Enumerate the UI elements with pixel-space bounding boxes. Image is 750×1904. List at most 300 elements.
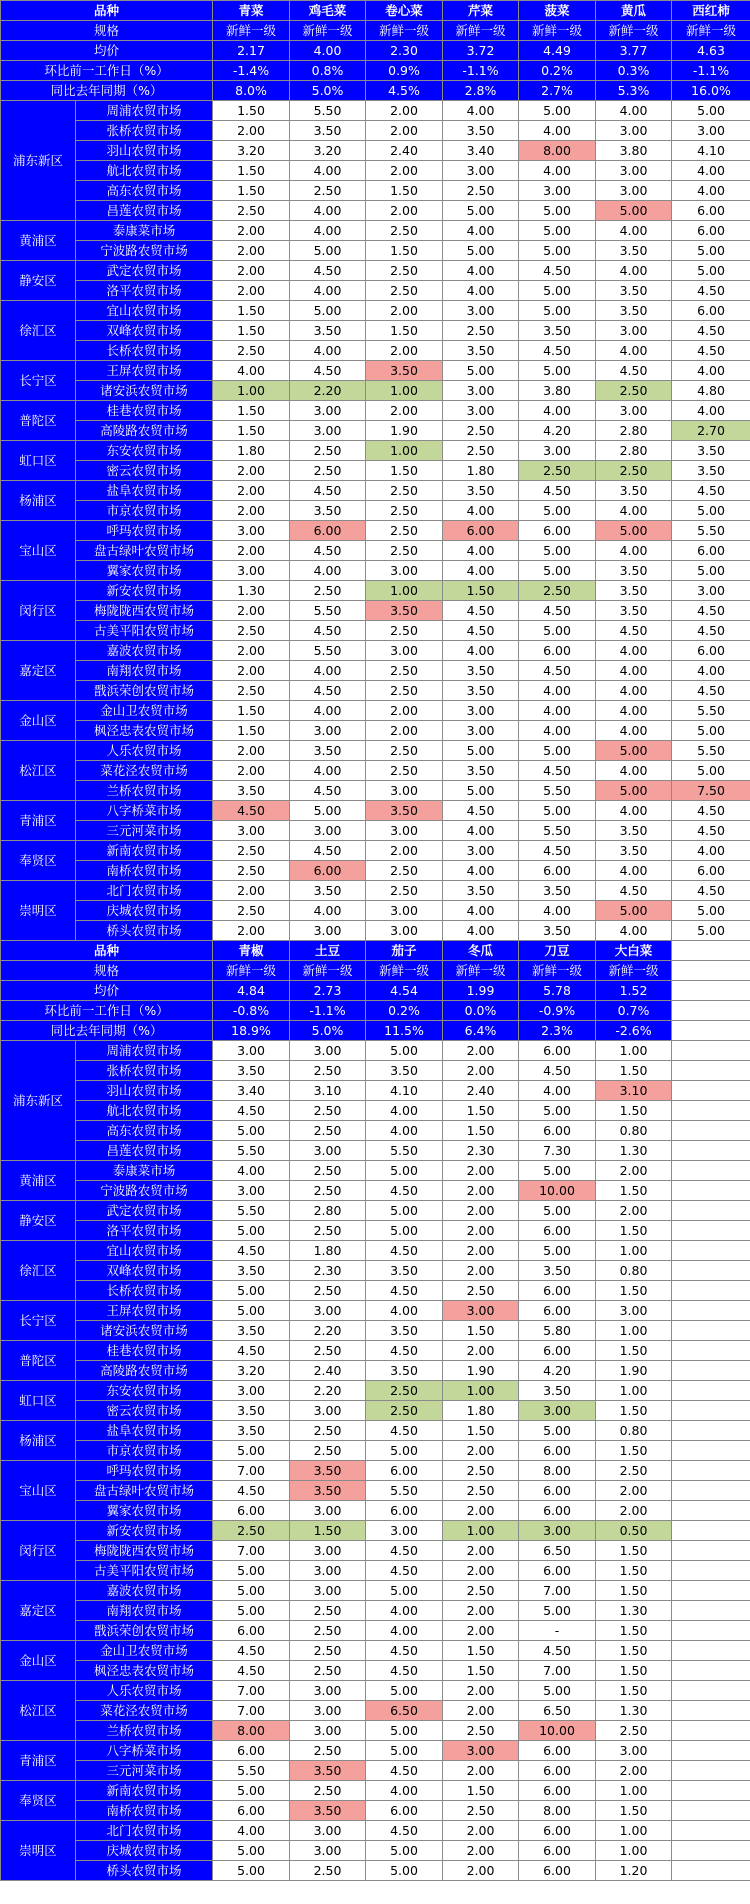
market-row — [1, 801, 750, 821]
price-cell: 3.50 — [672, 461, 750, 481]
price-cell: 3.50 — [366, 801, 443, 821]
market-row — [1, 1461, 750, 1481]
price-cell: 2.50 — [366, 221, 443, 241]
district-name: 奉贤区 — [1, 1781, 76, 1821]
price-cell: 3.00 — [290, 1041, 366, 1061]
empty-cell — [672, 1781, 750, 1801]
price-cell: 2.50 — [519, 461, 596, 481]
price-cell: 2.50 — [366, 1401, 443, 1421]
market-row — [1, 1041, 750, 1061]
market-name: 南桥农贸市场 — [76, 861, 213, 881]
price-cell: 2.70 — [672, 421, 750, 441]
market-name: 北门农贸市场 — [76, 1821, 213, 1841]
empty-cell — [672, 981, 750, 1001]
last-year-change: 16.0% — [672, 81, 750, 101]
price-cell: 3.50 — [596, 301, 672, 321]
price-cell: 5.00 — [596, 201, 672, 221]
price-cell: 4.00 — [596, 801, 672, 821]
price-cell: 3.00 — [596, 321, 672, 341]
price-cell: 2.50 — [443, 321, 519, 341]
price-cell: 4.00 — [672, 401, 750, 421]
price-cell: 3.00 — [290, 1501, 366, 1521]
price-cell: 5.50 — [213, 1141, 290, 1161]
price-cell: 3.00 — [443, 401, 519, 421]
price-cell: 2.50 — [366, 501, 443, 521]
price-cell: 2.50 — [443, 441, 519, 461]
price-cell: 5.00 — [519, 301, 596, 321]
price-cell: 6.00 — [290, 861, 366, 881]
avg-price: 3.77 — [596, 41, 672, 61]
empty-cell — [672, 1861, 750, 1881]
price-cell: 2.80 — [596, 441, 672, 461]
market-row — [1, 441, 750, 461]
empty-cell — [672, 1561, 750, 1581]
price-cell: 2.00 — [596, 1501, 672, 1521]
price-cell: 2.00 — [213, 921, 290, 941]
price-cell: 5.00 — [213, 1781, 290, 1801]
market-row — [1, 1741, 750, 1761]
price-cell: 2.00 — [213, 881, 290, 901]
price-cell: 1.00 — [596, 1381, 672, 1401]
district-name: 黄浦区 — [1, 1161, 76, 1201]
price-cell: 3.50 — [443, 481, 519, 501]
price-cell: 5.50 — [366, 1481, 443, 1501]
market-row — [1, 321, 750, 341]
price-cell: 4.50 — [443, 621, 519, 641]
district-name: 浦东新区 — [1, 1041, 76, 1161]
empty-cell — [672, 1361, 750, 1381]
avg-header: 均价 — [1, 41, 213, 61]
price-cell: 3.50 — [366, 1321, 443, 1341]
district-name: 静安区 — [1, 261, 76, 301]
price-cell: 3.00 — [213, 561, 290, 581]
empty-cell — [672, 1141, 750, 1161]
avg-price: 1.52 — [596, 981, 672, 1001]
price-cell: 5.00 — [519, 1601, 596, 1621]
price-cell: 2.50 — [366, 541, 443, 561]
market-row — [1, 1681, 750, 1701]
market-name: 菜花泾农贸市场 — [76, 761, 213, 781]
price-cell: 3.50 — [366, 361, 443, 381]
market-row — [1, 161, 750, 181]
market-name: 航北农贸市场 — [76, 1101, 213, 1121]
market-name: 三元河菜市场 — [76, 1761, 213, 1781]
price-cell: 4.00 — [290, 161, 366, 181]
price-cell: 2.50 — [290, 461, 366, 481]
price-cell: 6.00 — [519, 641, 596, 661]
price-cell: 3.50 — [366, 1061, 443, 1081]
price-cell: 3.50 — [596, 601, 672, 621]
price-cell: 1.80 — [290, 1241, 366, 1261]
price-cell: 1.50 — [443, 1421, 519, 1441]
price-cell: 4.50 — [672, 341, 750, 361]
empty-cell — [672, 1741, 750, 1761]
price-cell: 3.00 — [213, 1381, 290, 1401]
price-cell: 4.00 — [596, 101, 672, 121]
price-cell: 4.00 — [596, 721, 672, 741]
price-cell: 2.50 — [290, 1281, 366, 1301]
market-name: 戬浜荣创农贸市场 — [76, 1621, 213, 1641]
price-cell: 5.00 — [213, 1561, 290, 1581]
price-cell: 2.00 — [213, 541, 290, 561]
price-cell: 5.00 — [672, 501, 750, 521]
price-cell: 4.00 — [443, 921, 519, 941]
price-cell: 8.00 — [213, 1721, 290, 1741]
price-cell: - — [519, 1621, 596, 1641]
price-cell: 3.00 — [290, 921, 366, 941]
price-cell: 2.00 — [366, 201, 443, 221]
price-cell: 5.00 — [213, 1441, 290, 1461]
price-cell: 5.00 — [519, 1241, 596, 1261]
market-name: 王屏农贸市场 — [76, 1301, 213, 1321]
avg-price: 4.49 — [519, 41, 596, 61]
prev-day-change: 0.0% — [443, 1001, 519, 1021]
price-cell: 8.00 — [519, 1801, 596, 1821]
price-cell: 3.50 — [519, 881, 596, 901]
market-row — [1, 861, 750, 881]
price-cell: 2.50 — [596, 1721, 672, 1741]
price-cell: 3.50 — [443, 121, 519, 141]
empty-cell — [672, 1301, 750, 1321]
product-name: 卷心菜 — [366, 1, 443, 21]
price-cell: 4.00 — [519, 681, 596, 701]
price-cell: 1.50 — [596, 1681, 672, 1701]
last-year-change: 5.3% — [596, 81, 672, 101]
price-cell: 4.00 — [519, 121, 596, 141]
price-cell: 4.50 — [596, 621, 672, 641]
market-row — [1, 481, 750, 501]
market-name: 翼家农贸市场 — [76, 561, 213, 581]
price-cell: 4.50 — [672, 281, 750, 301]
market-name: 古美平阳农贸市场 — [76, 621, 213, 641]
price-cell: 5.00 — [519, 221, 596, 241]
prev-day-header: 环比前一工作日（%） — [1, 61, 213, 81]
price-cell: 2.50 — [366, 661, 443, 681]
price-cell: 5.00 — [366, 1721, 443, 1741]
market-name: 张桥农贸市场 — [76, 121, 213, 141]
empty-cell — [672, 1501, 750, 1521]
price-cell: 1.00 — [443, 1381, 519, 1401]
market-name: 庆城农贸市场 — [76, 901, 213, 921]
prev-day-header: 环比前一工作日（%） — [1, 1001, 213, 1021]
market-row — [1, 361, 750, 381]
market-name: 新安农贸市场 — [76, 1521, 213, 1541]
market-name: 航北农贸市场 — [76, 161, 213, 181]
product-name: 冬瓜 — [443, 941, 519, 961]
market-name: 桂巷农贸市场 — [76, 401, 213, 421]
price-cell: 1.50 — [596, 1581, 672, 1601]
empty-cell — [672, 1701, 750, 1721]
price-cell: 6.00 — [519, 1501, 596, 1521]
price-cell: 4.50 — [519, 661, 596, 681]
last-year-change: 18.9% — [213, 1021, 290, 1041]
price-cell: 5.50 — [672, 741, 750, 761]
price-cell: 2.50 — [290, 441, 366, 461]
district-name: 徐汇区 — [1, 301, 76, 361]
market-name: 嘉波农贸市场 — [76, 1581, 213, 1601]
last-year-change: 11.5% — [366, 1021, 443, 1041]
market-row — [1, 421, 750, 441]
price-cell: 5.00 — [519, 201, 596, 221]
price-cell: 4.00 — [443, 861, 519, 881]
price-cell: 5.00 — [213, 1221, 290, 1241]
price-cell: 2.50 — [290, 1741, 366, 1761]
empty-cell — [672, 1841, 750, 1861]
price-cell: 4.50 — [213, 1241, 290, 1261]
empty-cell — [672, 961, 750, 981]
market-row — [1, 1141, 750, 1161]
price-cell: 2.00 — [443, 1041, 519, 1061]
market-name: 洛平农贸市场 — [76, 281, 213, 301]
price-cell: 6.00 — [672, 641, 750, 661]
market-name: 泰康菜市场 — [76, 1161, 213, 1181]
price-cell: 3.40 — [443, 141, 519, 161]
price-cell: 5.50 — [672, 521, 750, 541]
price-cell: 4.00 — [596, 921, 672, 941]
district-name: 金山区 — [1, 701, 76, 741]
price-cell: 2.20 — [290, 1321, 366, 1341]
price-cell: 0.80 — [596, 1261, 672, 1281]
price-cell: 5.50 — [213, 1201, 290, 1221]
spec-cell: 新鲜一级 — [596, 961, 672, 981]
price-cell: 3.00 — [672, 121, 750, 141]
market-name: 嘉波农贸市场 — [76, 641, 213, 661]
price-cell: 4.00 — [596, 661, 672, 681]
market-name: 市京农贸市场 — [76, 1441, 213, 1461]
market-row — [1, 1321, 750, 1341]
empty-cell — [672, 1261, 750, 1281]
price-cell: 3.20 — [213, 1361, 290, 1381]
price-cell: 2.00 — [213, 601, 290, 621]
price-cell: 3.00 — [290, 1401, 366, 1421]
district-name: 奉贤区 — [1, 841, 76, 881]
price-cell: 1.30 — [596, 1701, 672, 1721]
price-cell: 10.00 — [519, 1181, 596, 1201]
price-cell: 1.90 — [366, 421, 443, 441]
price-cell: 6.00 — [443, 521, 519, 541]
district-name: 闵行区 — [1, 581, 76, 641]
price-cell: 3.50 — [596, 281, 672, 301]
price-cell: 2.50 — [290, 1441, 366, 1461]
price-cell: 6.00 — [519, 1481, 596, 1501]
market-row — [1, 281, 750, 301]
price-cell: 3.50 — [290, 121, 366, 141]
price-cell: 2.50 — [596, 1461, 672, 1481]
price-cell: 1.90 — [596, 1361, 672, 1381]
price-cell: 2.00 — [443, 1201, 519, 1221]
market-row — [1, 1201, 750, 1221]
price-cell: 1.50 — [596, 1221, 672, 1241]
price-cell: 1.80 — [443, 461, 519, 481]
price-cell: 3.50 — [596, 241, 672, 261]
market-name: 呼玛农贸市场 — [76, 1461, 213, 1481]
price-cell: 3.00 — [443, 381, 519, 401]
market-name: 枫泾忠表农贸市场 — [76, 721, 213, 741]
price-cell: 2.50 — [290, 1061, 366, 1081]
price-cell: 6.00 — [519, 1041, 596, 1061]
prev-day-change: 0.3% — [596, 61, 672, 81]
price-cell: 2.00 — [443, 1161, 519, 1181]
market-name: 宜山农贸市场 — [76, 1241, 213, 1261]
price-cell: 1.00 — [366, 381, 443, 401]
empty-cell — [672, 1121, 750, 1141]
price-cell: 4.00 — [443, 281, 519, 301]
empty-cell — [672, 1161, 750, 1181]
last-year-change: -2.6% — [596, 1021, 672, 1041]
district-name: 黄浦区 — [1, 221, 76, 261]
market-name: 金山卫农贸市场 — [76, 1641, 213, 1661]
price-cell: 5.50 — [672, 701, 750, 721]
last-year-change: 4.5% — [366, 81, 443, 101]
market-name: 宁波路农贸市场 — [76, 241, 213, 261]
price-cell: 2.50 — [519, 581, 596, 601]
price-cell: 2.20 — [290, 1381, 366, 1401]
price-cell: 1.30 — [596, 1601, 672, 1621]
market-row — [1, 1241, 750, 1261]
empty-cell — [672, 1101, 750, 1121]
price-cell: 4.00 — [596, 541, 672, 561]
price-cell: 3.00 — [290, 421, 366, 441]
prev-day-change: -0.9% — [519, 1001, 596, 1021]
market-row — [1, 781, 750, 801]
market-name: 东安农贸市场 — [76, 1381, 213, 1401]
price-cell: 1.50 — [596, 1801, 672, 1821]
empty-cell — [672, 1581, 750, 1601]
price-cell: 1.00 — [596, 1041, 672, 1061]
market-row — [1, 1121, 750, 1141]
district-name: 松江区 — [1, 741, 76, 801]
price-cell: 4.50 — [443, 601, 519, 621]
price-cell: 3.50 — [366, 601, 443, 621]
price-cell: 5.50 — [213, 1761, 290, 1781]
spec-header: 规格 — [1, 21, 213, 41]
price-cell: 1.50 — [596, 1541, 672, 1561]
market-row — [1, 821, 750, 841]
price-cell: 3.00 — [290, 1301, 366, 1321]
market-name: 八字桥菜市场 — [76, 1741, 213, 1761]
product-name: 青椒 — [213, 941, 290, 961]
price-cell: 4.00 — [366, 1301, 443, 1321]
price-cell: 1.50 — [596, 1061, 672, 1081]
avg-price: 2.73 — [290, 981, 366, 1001]
header-row — [1, 981, 750, 1001]
price-cell: 6.50 — [519, 1541, 596, 1561]
variety-header: 品种 — [1, 941, 213, 961]
price-cell: 2.00 — [213, 241, 290, 261]
product-name: 西红柿 — [672, 1, 750, 21]
price-cell: 3.50 — [290, 1461, 366, 1481]
market-name: 盐阜农贸市场 — [76, 1421, 213, 1441]
avg-price: 5.78 — [519, 981, 596, 1001]
price-cell: 2.50 — [213, 341, 290, 361]
market-row — [1, 621, 750, 641]
market-row — [1, 841, 750, 861]
market-name: 密云农贸市场 — [76, 1401, 213, 1421]
price-cell: 3.50 — [519, 1381, 596, 1401]
empty-cell — [672, 1201, 750, 1221]
market-name: 东安农贸市场 — [76, 441, 213, 461]
price-cell: 6.00 — [519, 1761, 596, 1781]
district-name: 长宁区 — [1, 361, 76, 401]
price-cell: 6.00 — [519, 1341, 596, 1361]
price-cell: 3.00 — [290, 1141, 366, 1161]
price-cell: 7.00 — [213, 1461, 290, 1481]
district-name: 嘉定区 — [1, 641, 76, 701]
avg-header: 均价 — [1, 981, 213, 1001]
district-name: 松江区 — [1, 1681, 76, 1741]
price-cell: 1.50 — [596, 1621, 672, 1641]
prev-day-change: 0.2% — [519, 61, 596, 81]
market-row — [1, 1101, 750, 1121]
price-cell: 2.00 — [443, 1341, 519, 1361]
price-cell: 5.50 — [519, 781, 596, 801]
header-row — [1, 1, 750, 21]
price-cell: 2.00 — [213, 261, 290, 281]
district-name: 徐汇区 — [1, 1241, 76, 1301]
price-cell: 2.50 — [290, 1221, 366, 1241]
district-name: 浦东新区 — [1, 101, 76, 221]
district-name: 宝山区 — [1, 1461, 76, 1521]
price-cell: 3.50 — [519, 321, 596, 341]
price-cell: 5.50 — [290, 101, 366, 121]
market-name: 新南农贸市场 — [76, 841, 213, 861]
price-cell: 5.00 — [519, 501, 596, 521]
price-cell: 3.00 — [290, 1841, 366, 1861]
price-cell: 3.00 — [443, 1741, 519, 1761]
last-year-change: 2.7% — [519, 81, 596, 101]
price-cell: 4.00 — [672, 161, 750, 181]
price-cell: 4.00 — [290, 901, 366, 921]
price-cell: 1.50 — [366, 321, 443, 341]
last-year-change: 8.0% — [213, 81, 290, 101]
price-cell: 2.00 — [443, 1221, 519, 1241]
price-cell: 3.50 — [213, 781, 290, 801]
market-name: 南翔农贸市场 — [76, 661, 213, 681]
market-name: 洛平农贸市场 — [76, 1221, 213, 1241]
district-name: 宝山区 — [1, 521, 76, 581]
price-cell: 5.00 — [672, 561, 750, 581]
price-cell: 4.00 — [596, 761, 672, 781]
spec-cell: 新鲜一级 — [366, 961, 443, 981]
price-cell: 4.00 — [290, 341, 366, 361]
price-cell: 4.00 — [443, 561, 519, 581]
price-cell: 4.00 — [596, 261, 672, 281]
market-name: 双峰农贸市场 — [76, 1261, 213, 1281]
spec-cell: 新鲜一级 — [290, 961, 366, 981]
price-cell: 4.00 — [672, 181, 750, 201]
market-name: 菜花泾农贸市场 — [76, 1701, 213, 1721]
price-cell: 5.00 — [519, 541, 596, 561]
price-cell: 5.00 — [672, 761, 750, 781]
price-cell: 5.00 — [672, 261, 750, 281]
price-cell: 2.00 — [443, 1061, 519, 1081]
price-cell: 2.50 — [213, 621, 290, 641]
price-cell: 7.00 — [213, 1701, 290, 1721]
empty-cell — [672, 1721, 750, 1741]
price-cell: 3.00 — [519, 441, 596, 461]
price-cell: 4.00 — [443, 261, 519, 281]
spec-cell: 新鲜一级 — [519, 961, 596, 981]
price-cell: 3.50 — [290, 1761, 366, 1781]
price-cell: 5.00 — [596, 781, 672, 801]
price-cell: 2.00 — [366, 101, 443, 121]
market-name: 人乐农贸市场 — [76, 741, 213, 761]
price-cell: 1.50 — [443, 1121, 519, 1141]
price-cell: 3.00 — [596, 401, 672, 421]
price-cell: 4.50 — [366, 1821, 443, 1841]
price-cell: 5.00 — [290, 241, 366, 261]
price-cell: 1.50 — [213, 401, 290, 421]
